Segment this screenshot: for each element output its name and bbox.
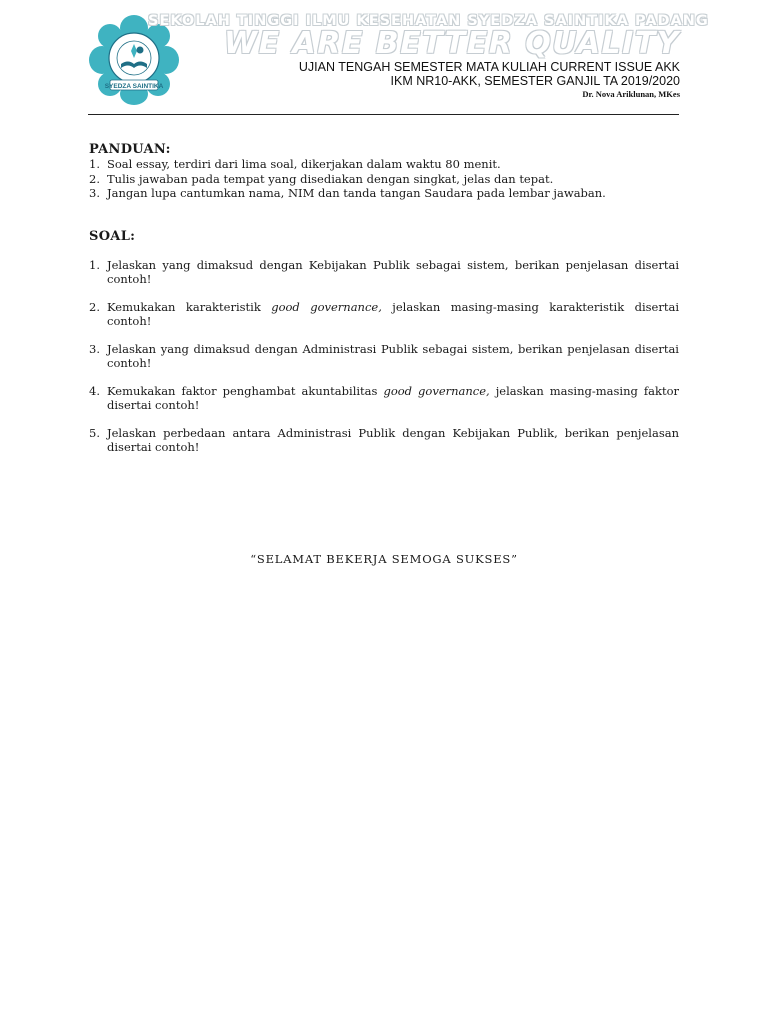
question-item [89,300,679,328]
closing-message: “SELAMAT BEKERJA SEMOGA SUKSES” [250,552,518,566]
question-number: 3. [89,342,100,356]
guide-item-number: 1. [89,157,100,171]
questions-title: SOAL: [89,229,136,244]
question-item [89,426,679,454]
guide-item [89,186,679,201]
guide-item-number: 2. [89,171,100,186]
question-item [89,342,679,370]
guide-item-text: Soal essay, terdiri dari lima soal, dikerjakan dalam waktu 80 menit. [107,157,501,171]
question-text: Kemukakan karakteristik good governance, jelaskan masing-masing karakteristik disertai contoh! [107,300,680,328]
question-number: 2. [89,300,100,314]
question-text: Jelaskan yang dimaksud dengan Kebijakan Publik sebagai sistem, berikan penjelasan disertai contoh! [107,258,679,286]
italic-term: good governance, [383,384,490,398]
italic-term: good governance, [271,300,382,314]
document-header [88,10,709,114]
question-text: Jelaskan yang dimaksud dengan Administrasi Publik sebagai sistem, berikan penjelasan disertai contoh! [107,342,679,370]
question-list [89,258,679,468]
question-number: 5. [89,426,100,440]
guide-item-text: Jangan lupa cantumkan nama, NIM dan tanda tangan Saudara pada lembar jawaban. [107,186,606,200]
header-divider [88,114,679,115]
guide-item-number: 3. [89,186,100,200]
exam-title-line2: IKM NR10-AKK, SEMESTER GANJIL TA 2019/2020 [390,74,680,88]
guide-title: PANDUAN: [89,142,171,157]
exam-title-line1: UJIAN TENGAH SEMESTER MATA KULIAH CURRENT ISSUE AKK [298,60,680,74]
guide-list [89,157,679,201]
guide-item [89,157,679,172]
logo-text: SYEDZA SAINTIKA [104,83,164,90]
guide-item-text: Tulis jawaban pada tempat yang disediakan dengan singkat, jelas dan tepat. [107,171,554,186]
lecturer-name: Dr. Nova Ariklunan, MKes [582,89,680,99]
question-number: 1. [89,258,100,272]
slogan-watermark: WE ARE BETTER QUALITY [224,26,680,61]
question-item [89,258,679,286]
question-number: 4. [89,384,100,398]
school-name-watermark: SEKOLAH TINGGI ILMU KESEHATAN SYEDZA SAINTIKA PADANG [148,13,709,29]
question-text: Jelaskan perbedaan antara Administrasi Publik dengan Kebijakan Publik, berikan penjelasan disertai contoh! [107,426,679,454]
question-text: Kemukakan faktor penghambat akuntabilitas good governance, jelaskan masing-masing faktor disertai contoh! [107,384,679,412]
question-item [89,384,679,412]
guide-item [89,172,679,187]
